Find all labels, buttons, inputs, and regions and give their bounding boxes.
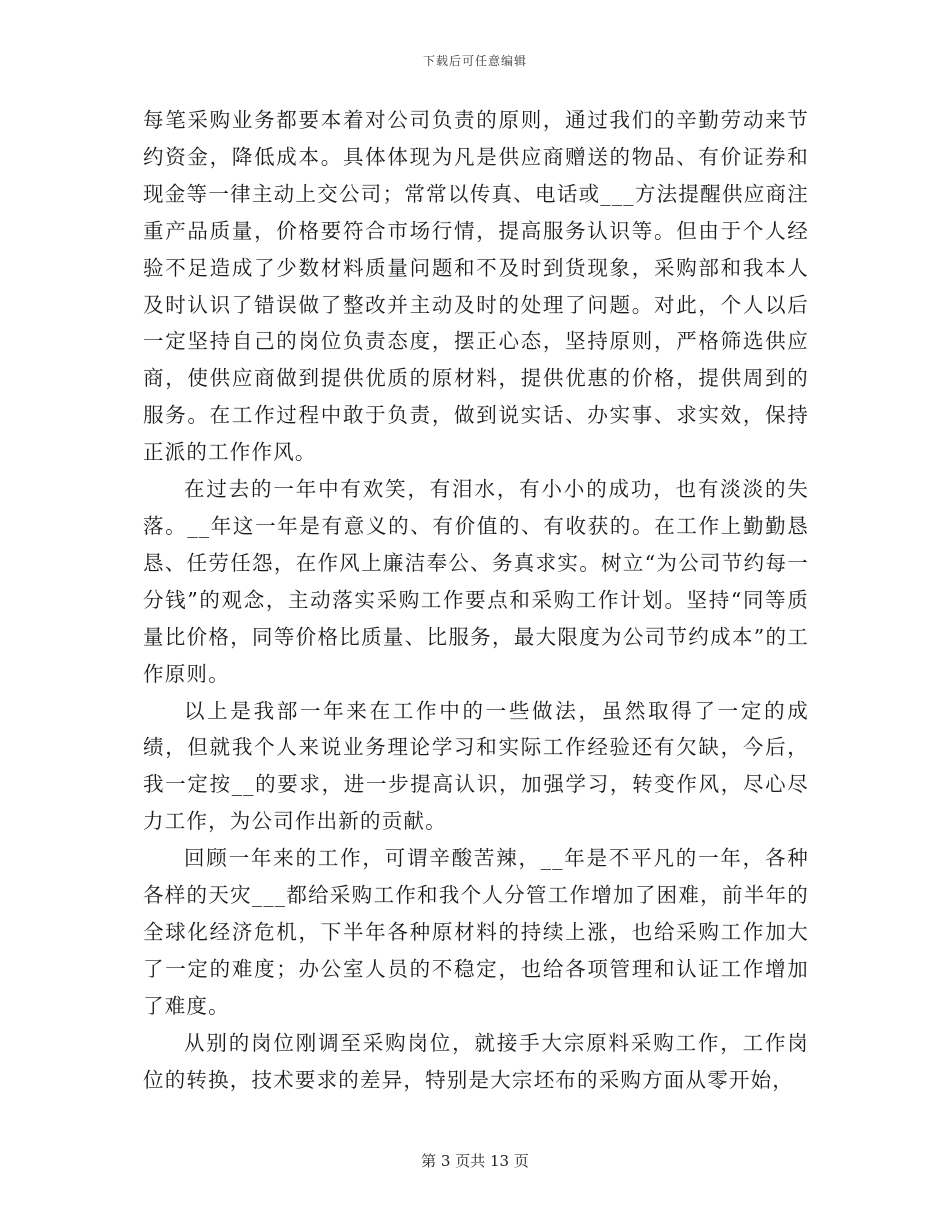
document-body [143, 102, 809, 1098]
paragraph: 以上是我部一年来在工作中的一些做法，虽然取得了一定的成绩，但就我个人来说业务理论学习和实际工作经验还有欠缺，今后，我一定按__的要求，进一步提高认识，加强学习，转变作风，尽心尽力工作，为公司作出新的贡献。 [143, 698, 809, 834]
page-number: 第 3 页共 13 页 [421, 1152, 529, 1170]
page-header-note: 下载后可任意编辑 [422, 54, 527, 68]
paragraph: 在过去的一年中有欢笑，有泪水，有小小的成功，也有淡淡的失落。__年这一年是有意义的、有价值的、有收获的。在工作上勤勤恳恳、任劳任怨，在作风上廉洁奉公、务真求实。树立“为公司节约每一分钱”的观念，主动落实采购工作要点和采购工作计划。坚持“同等质量比价格，同等价格比质量、比服务，最大限度为公司节约成本”的工作原则。 [143, 477, 809, 686]
paragraph: 从别的岗位刚调至采购岗位，就接手大宗原料采购工作，工作岗位的转换，技术要求的差异，特别是大宗坯布的采购方面从零开始， [143, 1030, 809, 1092]
paragraph: 回顾一年来的工作，可谓辛酸苦辣，__年是不平凡的一年，各种各样的天灾___都给采购工作和我个人分管工作增加了困难，前半年的全球化经济危机，下半年各种原材料的持续上涨，也给采购工作加大了一定的难度；办公室人员的不稳定，也给各项管理和认证工作增加了难度。 [143, 846, 809, 1018]
paragraph-continued: 每笔采购业务都要本着对公司负责的原则，通过我们的辛勤劳动来节约资金，降低成本。具体体现为凡是供应商赠送的物品、有价证券和现金等一律主动上交公司；常常以传真、电话或___方法提醒供应商注重产品质量，价格要符合市场行情，提高服务认识等。但由于个人经验不足造成了少数材料质量问题和不及时到货现象，采购部和我本人及时认识了错误做了整改并主动及时的处理了问题。对此，个人以后一定坚持自己的岗位负责态度，摆正心态，坚持原则，严格筛选供应商，使供应商做到提供优质的原材料，提供优惠的价格，提供周到的服务。在工作过程中敢于负责，做到说实话、办实事、求实效，保持正派的工作作风。 [143, 108, 809, 465]
